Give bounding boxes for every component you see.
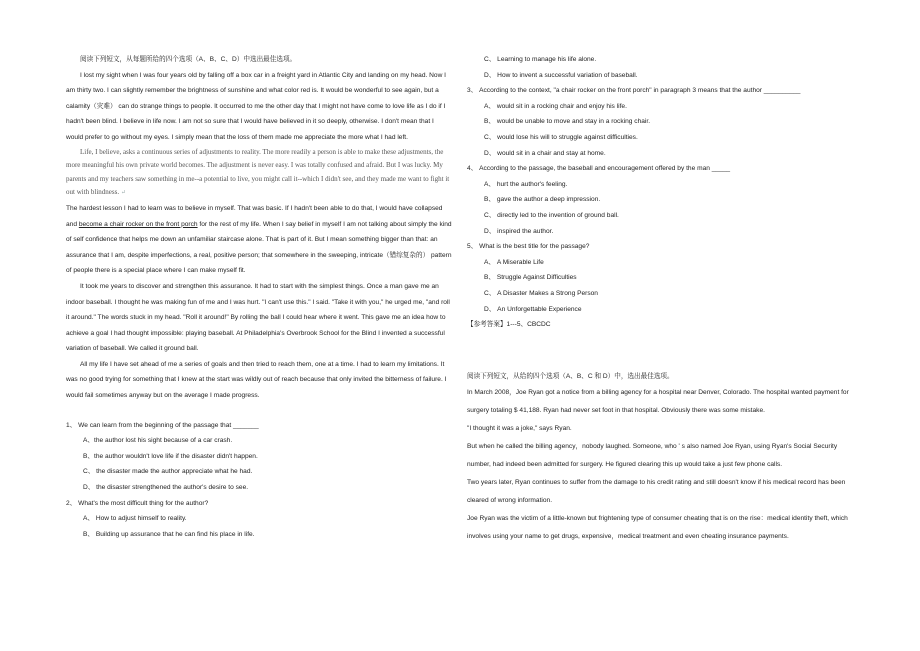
passage-paragraph-3-end: for the rest of my life. When I say belief in myself I am not talking about simply the kind of self confidence that helps me down an unfamiliar staircase alone. That is part of it. But I mean something bigger than that: an assurance that I am, despite imperfections, a real, positive person; that somewhere in the sweeping, intricate（错综复杂的） pattern of people there is a special place where I can make myself fit.	[66, 220, 452, 275]
passage-paragraph-5: All my life I have set ahead of me a series of goals and then tried to reach them, one at a time. I had to learn my limitations. It was no good trying for something that I knew at the start was wildly out of reach because that only invited the bitterness of failure. I would fail sometimes anyway but on the average I made progress.	[66, 360, 447, 400]
section-heading-2: 阅读下列短文，从给的四个选项（A、B、C 和 D）中，选出最佳选项。	[467, 372, 674, 380]
question-5-option-d: D、 An Unforgettable Experience	[484, 305, 582, 313]
question-3-option-d: D、 would sit in a chair and stay at home.	[484, 149, 606, 157]
question-2: 2、 What's the most difficult thing for the author?	[66, 499, 209, 507]
passage-paragraph-2-text: Life, I believe, asks a continuous series of adjustments to reality. The more readily a person is able to make these adjustments, the more meaningful his own private world becomes. The adjustment is never easy. I was totally confused and afraid. But I was lucky. My parents and my teachers saw something in me--a potential to live, you might call it--which I didn't see, and they made me want to fight it out with blindness.	[66, 147, 450, 197]
question-2-option-b: B、 Building up assurance that he can find his place in life.	[83, 530, 255, 538]
answer-key: 【参考答案】1---5、CBCDC	[467, 321, 551, 329]
question-1: 1、 We can learn from the beginning of the passage that _______	[66, 421, 259, 429]
question-4-option-a: A、 hurt the author's feeling.	[484, 180, 568, 188]
question-5-option-b: B、 Struggle Against Difficulties	[484, 274, 577, 282]
question-1-option-a: A、the author lost his sight because of a car crash.	[83, 437, 233, 445]
left-column	[66, 52, 452, 542]
question-1-option-b: B、the author wouldn't love life if the disaster didn't happen.	[83, 452, 258, 460]
passage-paragraph-3-start: The hardest lesson I had to learn was to believe in myself. That was basic. If I hadn't been able to do that, I would have collapsed and	[66, 204, 443, 228]
passage-paragraph-2	[66, 146, 452, 201]
question-2-option-a: A、 How to adjust himself to reality.	[83, 515, 187, 523]
question-3-option-a: A、 would sit in a rocking chair and enjoy his life.	[484, 102, 627, 110]
passage-paragraph-3	[66, 201, 452, 279]
passage2-paragraph-2: "I thought it was a joke," says Ryan.	[467, 425, 572, 433]
passage-paragraph-1: I lost my sight when I was four years old by falling off a box car in a freight yard in Atlantic City and landing on my head. Now I am thirty two. I can slightly remember the brightness of sunshine and what color red is. It would be wonderful to see again, but a calamity（灾难） can do strange things to people. It occurred to me the other day that I might not have come to love life as I do if I hadn't been blind. I believe in life now. I am not so sure that I would have believed in it so deeply, otherwise. I don't mean that I would prefer to go without my eyes. I simply mean that the loss of them made me appreciate the more what I had left.	[66, 71, 447, 141]
passage2-paragraph-5: Joe Ryan was the victim of a little-known but frightening type of consumer cheating that is on the rise：medical identity theft, which involves using your name to get drugs, expensive，medical treatment and even cheating insurance payments.	[467, 515, 848, 541]
return-mark: ↵	[120, 190, 126, 197]
question-5-option-c: C、 A Disaster Makes a Strong Person	[484, 289, 598, 297]
question-3-option-c: C、 would lose his will to struggle against difficulties.	[484, 133, 638, 141]
question-4-option-b: B、 gave the author a deep impression.	[484, 196, 601, 204]
question-5: 5、 What is the best title for the passage?	[467, 243, 590, 251]
question-1-option-c: C、 the disaster made the author appreciate what he had.	[83, 468, 253, 476]
question-2-option-d: D、 How to invent a successful variation of baseball.	[484, 71, 638, 79]
section-heading: 阅读下列短文，从每题所给的四个选项（A、B、C、D）中选出最佳选项。	[80, 56, 297, 63]
question-5-option-a: A、 A Miserable Life	[484, 258, 544, 266]
spacer	[467, 333, 859, 355]
passage-paragraph-4: It took me years to discover and strengthen this assurance. It had to start with the simplest things. Once a man gave me an indoor baseball. I thought he was making fun of me and I was hurt. "I can't use this." I said. "Take it with you," he urged me, "and roll it around." The words stuck in my head. "Roll it around!" By rolling the ball I could hear where it went. This gave me an idea how to achieve a goal I had thought impossible: playing baseball. At Philadelphia's Overbrook School for the Blind I invented a successful variation of baseball. We called it ground ball.	[66, 282, 450, 353]
question-4: 4、 According to the passage, the baseball and encouragement offered by the man _____	[467, 165, 731, 173]
question-4-option-c: C、 directly led to the invention of ground ball.	[484, 211, 619, 219]
question-3: 3、 According to the context, "a chair rocker on the front porch" in paragraph 3 means that the author __________	[467, 87, 801, 95]
passage2-paragraph-3: But when he called the billing agency，nobody laughed. Someone, who ' s also named Joe Ryan, using Ryan's Social Security number, had indeed been admitted for surgery. He figured clearing this up would take a just few phone calls.	[467, 443, 838, 469]
question-2-option-c: C、 Learning to manage his life alone.	[484, 56, 597, 63]
question-4-option-d: D、 inspired the author.	[484, 227, 554, 235]
passage2-paragraph-1: In March 2008，Joe Ryan got a notice from a billing agency for a hospital near Denver, Colorado. The hospital wanted payment for surgery totaling $ 41,188. Ryan had never set foot in that hospital. Obviously there was some mistake.	[467, 389, 849, 415]
question-3-option-b: B、 would be unable to move and stay in a rocking chair.	[484, 118, 651, 126]
passage2-paragraph-4: Two years later, Ryan continues to suffer from the damage to his credit rating and still doesn't know if his medical record has been cleared of wrong information.	[467, 479, 846, 505]
spacer	[66, 404, 452, 418]
question-1-option-d: D、 the disaster strengthened the author's desire to see.	[83, 484, 249, 492]
right-column	[467, 52, 859, 546]
underlined-phrase: become a chair rocker on the front porch	[78, 220, 198, 228]
